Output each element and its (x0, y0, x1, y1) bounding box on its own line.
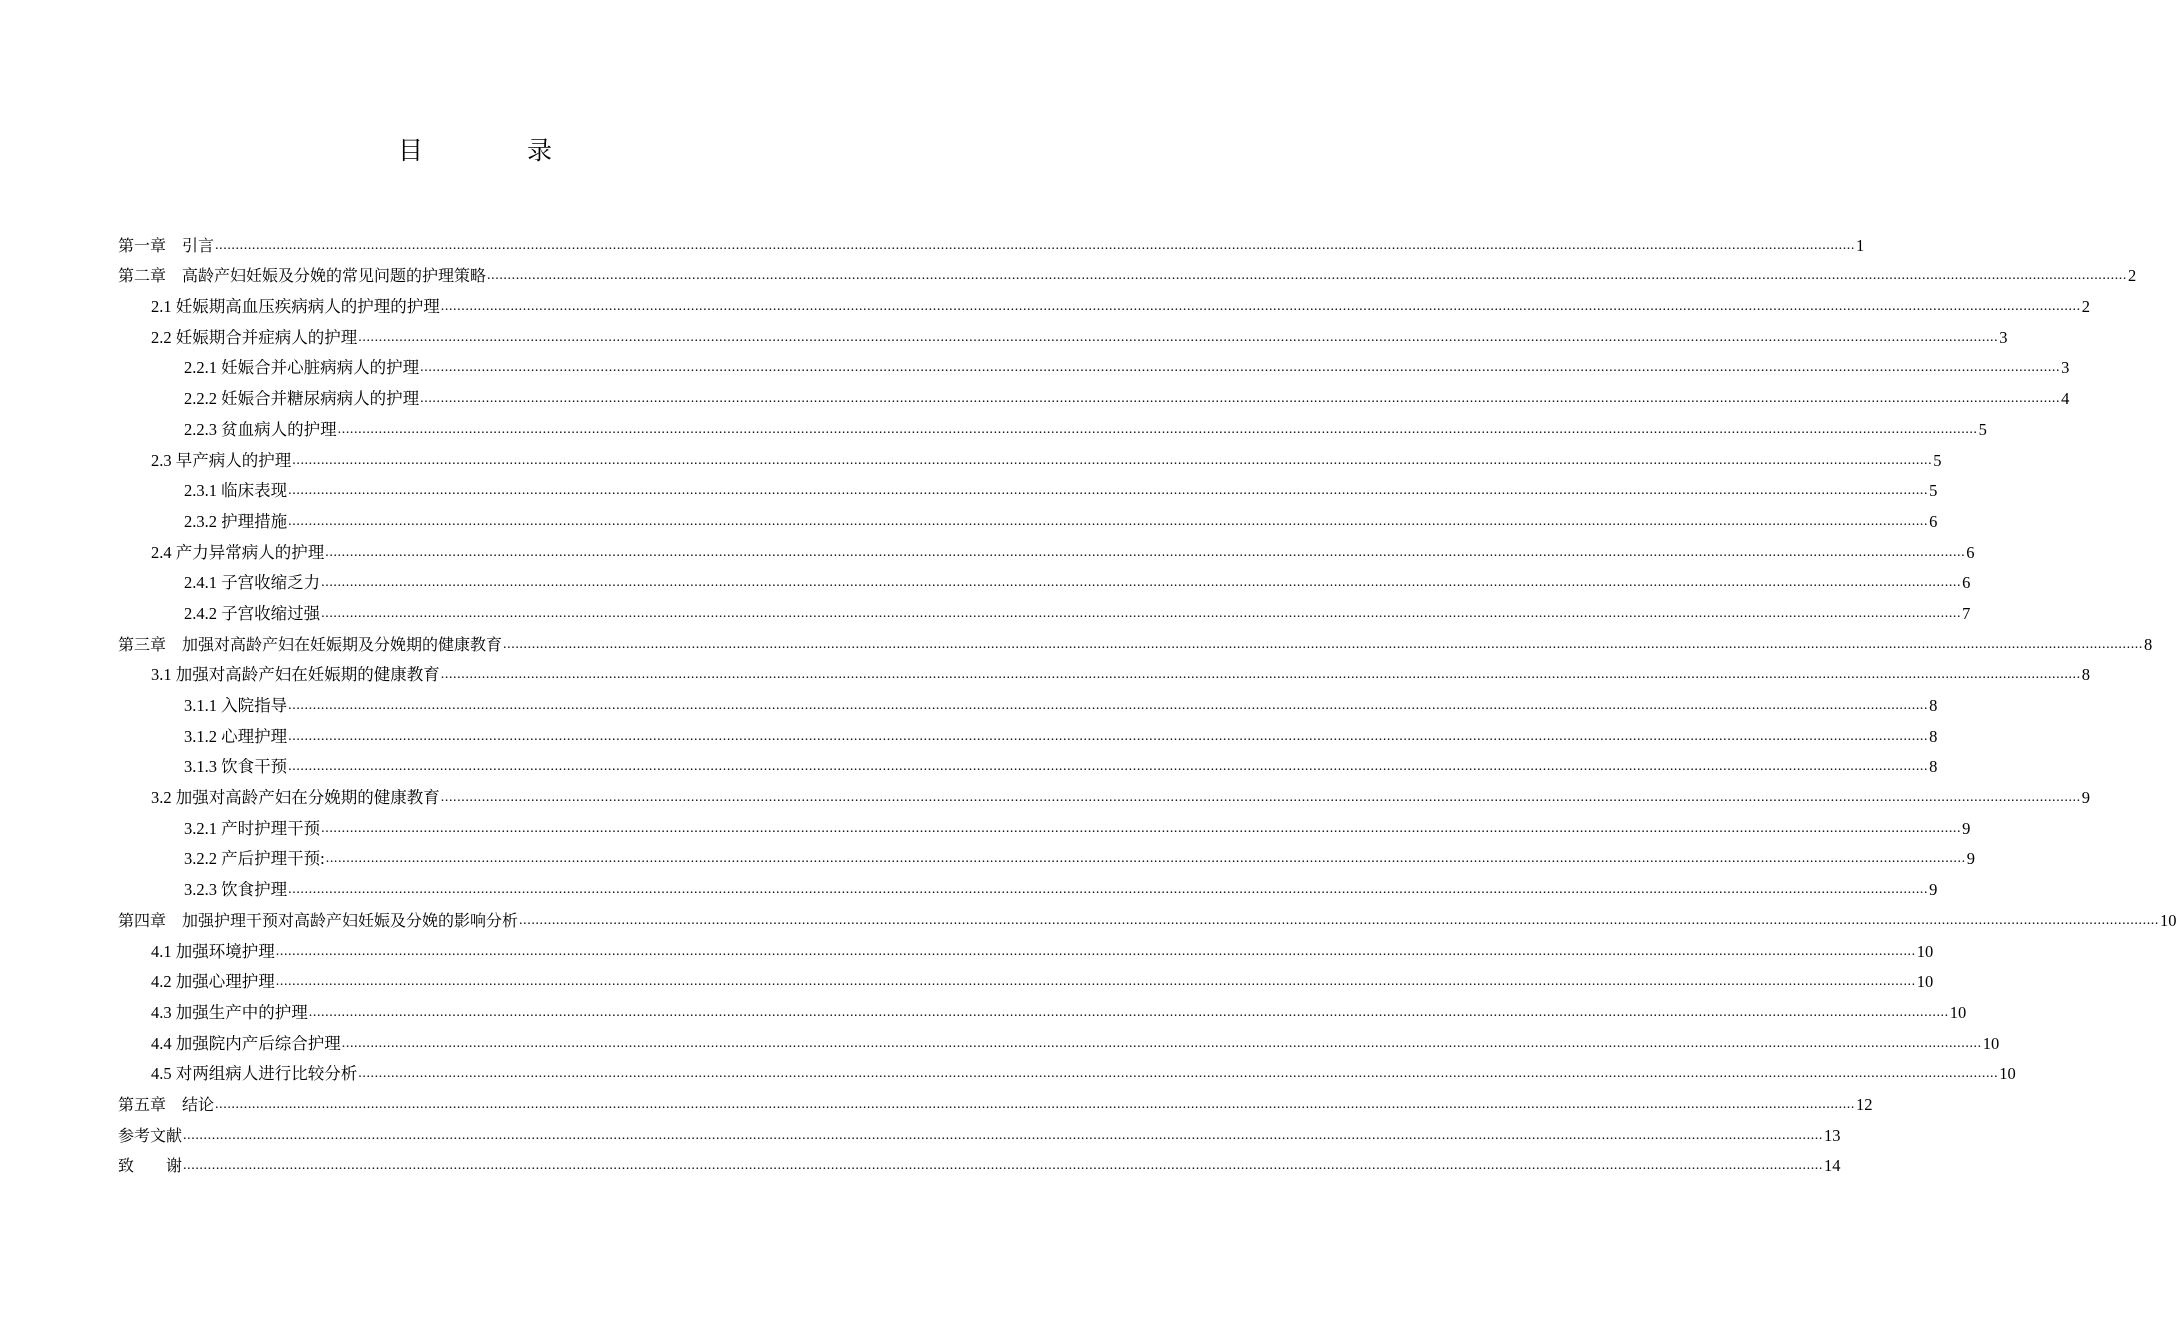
toc-entry[interactable] (118, 870, 1938, 901)
toc-entry-page-number: 6 (1966, 542, 1975, 562)
toc-entry-page-number: 6 (1929, 511, 1938, 531)
toc-entry-page-number: 10 (1916, 941, 1934, 961)
toc-entry-page-number: 5 (1929, 481, 1938, 501)
dot-leader: ................................................................................................................................................................................................................................................................................................................................................................................................................ (325, 851, 1966, 867)
toc-entry-label: 3.2.1 产时护理干预 (184, 818, 321, 838)
toc-entry[interactable] (118, 686, 1938, 717)
toc-entry-label: 4.5 对两组病人进行比较分析 (151, 1064, 358, 1084)
toc-entry[interactable] (118, 993, 1967, 1024)
toc-entry-label: 3.1.3 饮食干预 (184, 757, 288, 777)
toc-entry[interactable] (118, 379, 2070, 410)
toc-entry[interactable] (118, 901, 2177, 932)
toc-entry[interactable] (118, 502, 1938, 533)
toc-entry-label: 2.3 早产病人的护理 (151, 450, 292, 470)
dot-leader: ................................................................................................................................................................................................................................................................................................................................................................................................................ (337, 421, 1978, 437)
toc-entry[interactable] (118, 472, 1938, 503)
toc-entry-label: 第五章 结论 (118, 1094, 215, 1114)
dot-leader: ................................................................................................................................................................................................................................................................................................................................................................................................................ (183, 1127, 1824, 1143)
toc-entry-page-number: 2 (2081, 297, 2090, 317)
toc-entry-page-number: 9 (1929, 880, 1938, 900)
toc-entry[interactable] (118, 533, 1975, 564)
toc-entry-page-number: 14 (1824, 1156, 1841, 1176)
toc-entry[interactable] (118, 1147, 1841, 1178)
dot-leader: ................................................................................................................................................................................................................................................................................................................................................................................................................ (292, 452, 1933, 468)
toc-entry-page-number: 10 (2160, 910, 2177, 930)
toc-entry-label: 2.1 妊娠期高血压疾病病人的护理的护理 (151, 297, 440, 317)
toc-entry-label: 3.2 加强对高龄产妇在分娩期的健康教育 (151, 788, 440, 808)
toc-entry[interactable] (118, 287, 2090, 318)
dot-leader: ................................................................................................................................................................................................................................................................................................................................................................................................................ (487, 268, 2128, 284)
dot-leader: ................................................................................................................................................................................................................................................................................................................................................................................................................ (440, 299, 2081, 315)
dot-leader: ................................................................................................................................................................................................................................................................................................................................................................................................................ (420, 360, 2061, 376)
dot-leader: ................................................................................................................................................................................................................................................................................................................................................................................................................ (183, 1158, 1824, 1174)
toc-entry[interactable] (118, 717, 1938, 748)
toc-entry[interactable] (118, 656, 2090, 687)
toc-entry-label: 3.1.1 入院指导 (184, 696, 288, 715)
dot-leader: ................................................................................................................................................................................................................................................................................................................................................................................................................ (440, 790, 2081, 806)
toc-entry-page-number: 2 (2128, 266, 2137, 286)
dot-leader: ................................................................................................................................................................................................................................................................................................................................................................................................................ (358, 329, 1999, 345)
toc-entry-label: 2.4 产力异常病人的护理 (151, 542, 325, 562)
toc-entry-page-number: 5 (1978, 419, 1987, 439)
toc-entry[interactable] (118, 1055, 2016, 1086)
toc-entry-label: 3.1 加强对高龄产妇在妊娠期的健康教育 (151, 665, 440, 685)
toc-entry-page-number: 10 (1982, 1033, 2000, 1053)
toc-entry-page-number: 8 (1929, 696, 1938, 715)
toc-entry-page-number: 10 (1916, 972, 1934, 992)
toc-entry[interactable] (118, 441, 1942, 472)
dot-leader: ................................................................................................................................................................................................................................................................................................................................................................................................................ (358, 1066, 1999, 1082)
toc-entry-label: 3.1.2 心理护理 (184, 726, 288, 746)
toc-entry-page-number: 6 (1962, 573, 1971, 593)
toc-entry-label: 第四章 加强护理干预对高龄产妇妊娠及分娩的影响分析 (118, 910, 519, 930)
dot-leader: ................................................................................................................................................................................................................................................................................................................................................................................................................ (321, 820, 1962, 836)
toc-entry-page-number: 9 (1962, 818, 1971, 838)
toc-entry[interactable] (118, 1116, 1841, 1147)
toc-entry-page-number: 9 (1966, 849, 1975, 869)
toc-entry[interactable] (118, 748, 1938, 779)
dot-leader: ................................................................................................................................................................................................................................................................................................................................................................................................................ (420, 391, 2061, 407)
toc-entry-page-number: 3 (2061, 358, 2070, 378)
toc-entry-label: 2.3.2 护理措施 (184, 511, 288, 531)
toc-entry[interactable] (118, 318, 2008, 349)
page-title: 目 录 (398, 136, 600, 165)
dot-leader: ................................................................................................................................................................................................................................................................................................................................................................................................................ (288, 513, 1929, 529)
toc-entry-label: 第二章 高龄产妇妊娠及分娩的常见问题的护理策略 (118, 266, 487, 286)
toc-entry-label: 2.2.3 贫血病人的护理 (184, 419, 337, 439)
toc-entry-page-number: 7 (1962, 603, 1971, 623)
toc-entry-page-number: 9 (2081, 788, 2090, 808)
dot-leader: ................................................................................................................................................................................................................................................................................................................................................................................................................ (325, 544, 1966, 560)
dot-leader: ................................................................................................................................................................................................................................................................................................................................................................................................................ (288, 483, 1929, 499)
dot-leader: ................................................................................................................................................................................................................................................................................................................................................................................................................ (341, 1035, 1982, 1051)
toc-entry-label: 2.3.1 临床表现 (184, 481, 288, 501)
toc-entry[interactable] (118, 809, 1971, 840)
toc-entry-label: 4.1 加强环境护理 (151, 941, 275, 961)
toc-entry-label: 2.4.2 子宫收缩过强 (184, 603, 321, 623)
toc-entry-page-number: 12 (1856, 1094, 1873, 1114)
dot-leader: ................................................................................................................................................................................................................................................................................................................................................................................................................ (308, 1004, 1949, 1020)
toc-entry-page-number: 8 (1929, 757, 1938, 777)
dot-leader: ................................................................................................................................................................................................................................................................................................................................................................................................................ (215, 237, 1856, 253)
toc-entry[interactable] (118, 625, 2153, 656)
table-of-contents (118, 226, 2177, 1177)
toc-entry-page-number: 1 (1856, 235, 1865, 255)
dot-leader: ................................................................................................................................................................................................................................................................................................................................................................................................................ (215, 1096, 1856, 1112)
toc-entry-page-number: 5 (1933, 450, 1942, 470)
toc-entry-label: 4.3 加强生产中的护理 (151, 1002, 308, 1022)
dot-leader: ................................................................................................................................................................................................................................................................................................................................................................................................................ (503, 636, 2144, 652)
toc-entry-label: 2.4.1 子宫收缩乏力 (184, 573, 321, 593)
toc-entry-label: 3.2.3 饮食护理 (184, 880, 288, 900)
toc-entry-page-number: 8 (1929, 726, 1938, 746)
toc-entry-label: 2.2 妊娠期合并症病人的护理 (151, 327, 358, 347)
toc-entry-label: 2.2.1 妊娠合并心脏病病人的护理 (184, 358, 420, 378)
toc-entry[interactable] (118, 1024, 2000, 1055)
toc-entry[interactable] (118, 410, 1987, 441)
toc-entry-page-number: 13 (1824, 1125, 1841, 1145)
toc-entry-label: 第一章 引言 (118, 235, 215, 255)
toc-entry-label: 2.2.2 妊娠合并糖尿病病人的护理 (184, 389, 420, 409)
toc-entry-label: 4.2 加强心理护理 (151, 972, 275, 992)
toc-entry-page-number: 8 (2081, 665, 2090, 685)
toc-entry-label: 第三章 加强对高龄产妇在妊娠期及分娩期的健康教育 (118, 634, 503, 654)
toc-entry[interactable] (118, 226, 1865, 257)
toc-entry-page-number: 8 (2144, 634, 2153, 654)
toc-entry[interactable] (118, 257, 2137, 288)
toc-entry-label: 致 谢 (118, 1156, 183, 1176)
dot-leader: ................................................................................................................................................................................................................................................................................................................................................................................................................ (519, 912, 2160, 928)
toc-entry[interactable] (118, 349, 2070, 380)
dot-leader: ................................................................................................................................................................................................................................................................................................................................................................................................................ (288, 882, 1929, 898)
toc-entry-page-number: 10 (1999, 1064, 2016, 1084)
dot-leader: ................................................................................................................................................................................................................................................................................................................................................................................................................ (288, 759, 1929, 775)
dot-leader: ................................................................................................................................................................................................................................................................................................................................................................................................................ (275, 974, 1916, 990)
toc-entry-label: 3.2.2 产后护理干预: (184, 849, 325, 869)
dot-leader: ................................................................................................................................................................................................................................................................................................................................................................................................................ (275, 943, 1916, 959)
toc-entry-page-number: 4 (2061, 389, 2070, 409)
dot-leader: ................................................................................................................................................................................................................................................................................................................................................................................................................ (321, 575, 1962, 591)
dot-leader: ................................................................................................................................................................................................................................................................................................................................................................................................................ (321, 605, 1962, 621)
toc-entry[interactable] (118, 564, 1971, 595)
toc-entry[interactable] (118, 932, 1934, 963)
dot-leader: ................................................................................................................................................................................................................................................................................................................................................................................................................ (288, 728, 1929, 744)
toc-entry-label: 参考文献 (118, 1125, 183, 1145)
toc-entry[interactable] (118, 778, 2090, 809)
dot-leader: ................................................................................................................................................................................................................................................................................................................................................................................................................ (440, 667, 2081, 683)
toc-entry[interactable] (118, 963, 1934, 994)
toc-entry-page-number: 10 (1949, 1002, 1967, 1022)
toc-entry[interactable] (118, 840, 1975, 871)
toc-entry[interactable] (118, 594, 1971, 625)
toc-entry-label: 4.4 加强院内产后综合护理 (151, 1033, 341, 1053)
dot-leader: ................................................................................................................................................................................................................................................................................................................................................................................................................ (288, 698, 1929, 713)
toc-entry-page-number: 3 (1999, 327, 2008, 347)
toc-entry[interactable] (118, 1085, 1873, 1116)
